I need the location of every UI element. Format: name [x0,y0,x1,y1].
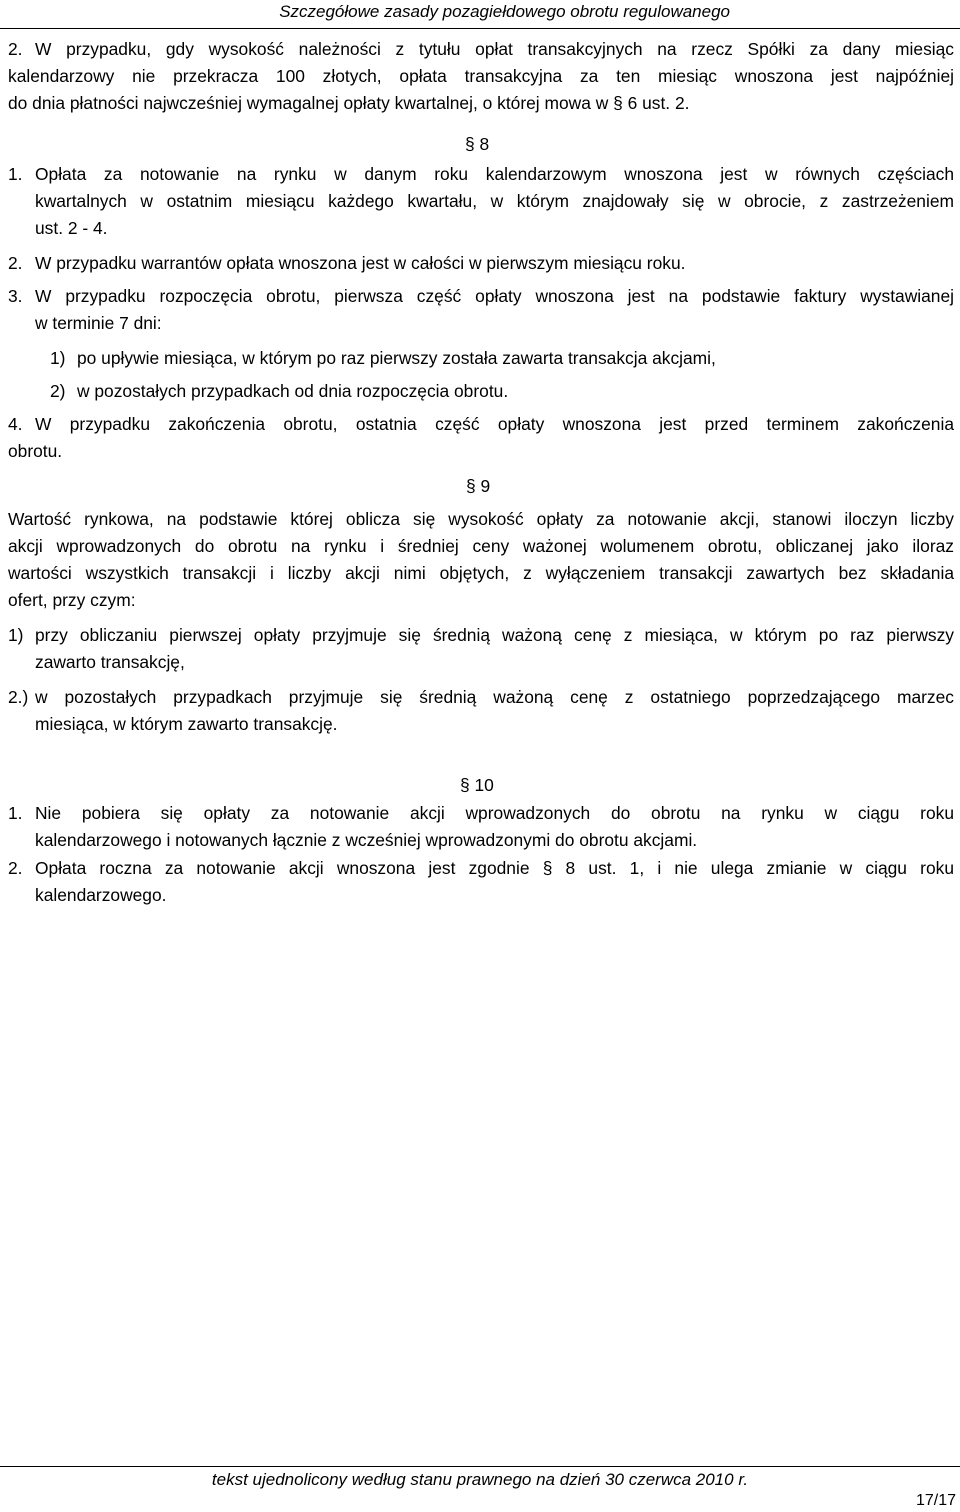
section-heading-9: § 9 [466,476,491,496]
sec7-paragraph-2 [8,36,954,117]
text-line: obrotu. [8,441,63,461]
text-line: w terminie 7 dni: [35,313,162,333]
text-line: przy obliczaniu pierwszej opłaty przyjmuje się średnią ważoną cenę z miesiąca, w którym po raz pierwszy [35,625,954,645]
text-line: do dnia płatności najwcześniej wymagalnej opłaty kwartalnej, o której mowa w § 6 ust. 2. [8,93,690,113]
item-number: 2.) [8,687,29,707]
paragraph-number: 4. [8,414,23,434]
paragraph-number: 3. [8,286,23,306]
text-line: kalendarzowy nie przekracza 100 złotych, opłata transakcyjna za ten miesiąc wnoszona jest najpóźniej [8,66,954,86]
text-line: zawarto transakcję, [35,652,185,672]
text-line: W przypadku warrantów opłata wnoszona jest w całości w pierwszym miesiącu roku. [35,253,686,273]
running-header: Szczegółowe zasady pozagiełdowego obrotu regulowanego [279,2,730,21]
item-number: 1) [50,348,66,368]
text-line: ofert, przy czym: [8,590,136,610]
sec10-paragraph-2 [8,855,954,909]
text-line: kalendarzowego. [35,885,167,905]
text-line: W przypadku rozpoczęcia obrotu, pierwsza część opłaty wnoszona jest na podstawie faktury wystawianej [35,286,954,306]
paragraph-number: 1. [8,803,23,823]
section-heading-10: § 10 [460,775,494,795]
paragraph-number: 1. [8,164,23,184]
text-line: ust. 2 - 4. [35,218,108,238]
footer-rule [0,1466,960,1467]
text-line: miesiąca, w którym zawarto transakcję. [35,714,338,734]
text-line: W przypadku, gdy wysokość należności z tytułu opłat transakcyjnych na rzecz Spółki za dany miesiąc [35,39,954,59]
paragraph-number: 2. [8,39,23,59]
text-line: w pozostałych przypadkach od dnia rozpoczęcia obrotu. [77,381,509,401]
text-line: kwartalnych w ostatnim miesiącu każdego kwartału, w którym znajdowały się w obrocie, z zastrzeżeniem [35,191,954,211]
sec9-intro [8,506,954,614]
text-line: Wartość rynkowa, na podstawie której oblicza się wysokość opłaty za notowanie akcji, stanowi iloczyn liczby [8,509,954,529]
item-number: 2) [50,381,66,401]
sec8-paragraph-1 [8,161,954,242]
sec9-item-2 [8,684,954,738]
text-line: wartości wszystkich transakcji i liczby akcji nimi objętych, z wyłączeniem transakcji zawartych bez składania [8,563,954,583]
text-line: w pozostałych przypadkach przyjmuje się średnią ważoną cenę z ostatniego poprzedzającego marzec [35,687,954,707]
sec8-item-1 [50,345,954,372]
footer-note: tekst ujednolicony według stanu prawnego na dzień 30 czerwca 2010 r. [211,1470,749,1489]
text-line: po upływie miesiąca, w którym po raz pierwszy została zawarta transakcja akcjami, [77,348,716,368]
item-number: 1) [8,625,24,645]
text-line: Opłata za notowanie na rynku w danym roku kalendarzowym wnoszona jest w równych częściach [35,164,954,184]
text-line: Nie pobiera się opłaty za notowanie akcji wprowadzonych do obrotu na rynku w ciągu roku [35,803,954,823]
text-line: W przypadku zakończenia obrotu, ostatnia część opłaty wnoszona jest przed terminem zakończenia [35,414,954,434]
text-line: akcji wprowadzonych do obrotu na rynku i średniej ceny ważonej wolumenem obrotu, obliczanej jako iloraz [8,536,954,556]
header-rule [0,28,960,29]
sec8-item-2 [50,378,954,405]
text-line: kalendarzowego i notowanych łącznie z wcześniej wprowadzonymi do obrotu akcjami. [35,830,698,850]
sec8-paragraph-4 [8,411,954,465]
paragraph-number: 2. [8,253,23,273]
sec9-item-1 [8,622,954,676]
text-line: Opłata roczna za notowanie akcji wnoszona jest zgodnie § 8 ust. 1, i nie ulega zmianie w ciągu roku [35,858,954,878]
sec10-paragraph-1 [8,800,954,854]
paragraph-number: 2. [8,858,23,878]
page-number: 17/17 [915,1492,956,1509]
sec8-paragraph-3 [8,283,954,337]
sec8-paragraph-2 [8,250,954,277]
section-heading-8: § 8 [465,134,490,154]
